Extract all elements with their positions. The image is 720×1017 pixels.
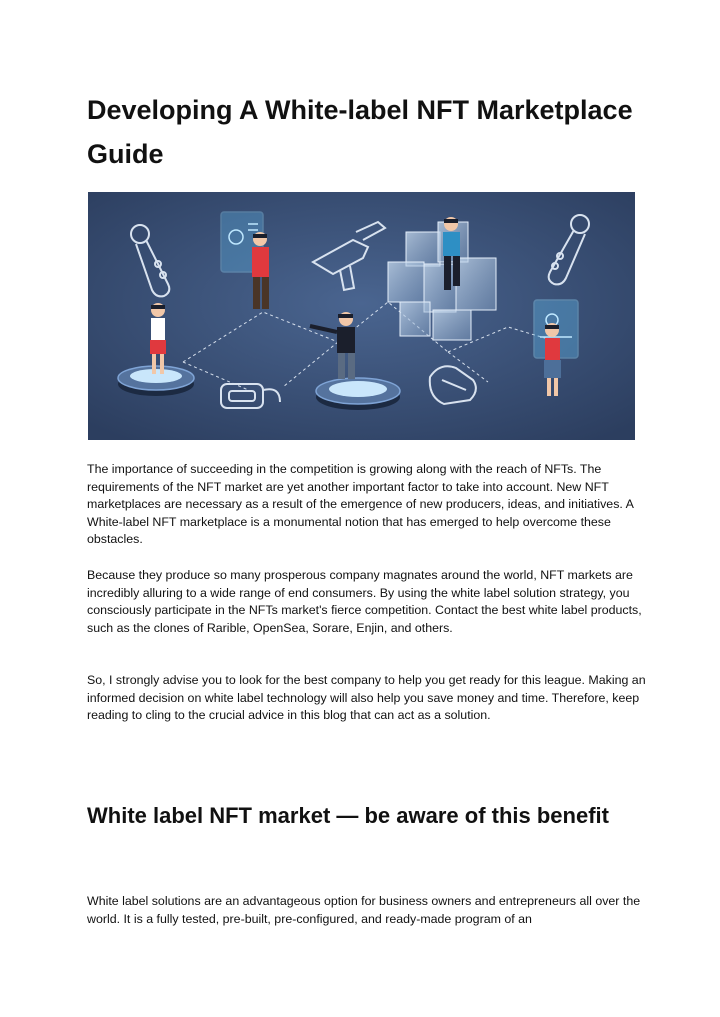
section-paragraph: White label solutions are an advantageous option for business owners and entrepreneurs all over the world. It is a fully tested, pre-built, pre-configured, and ready-made program of an xyxy=(87,894,641,926)
section-heading: White label NFT market — be aware of this benefit xyxy=(87,803,609,828)
paragraph-3: So, I strongly advise you to look for the best company to help you get ready for this league. Making an informed decision on white label technology will also help you save money and time. Therefore, keep reading to cling to the crucial advice in this blog that can act as a solution. xyxy=(87,673,646,723)
hero-illustration xyxy=(88,192,635,440)
platform-center xyxy=(316,378,400,410)
paragraph-1: The importance of succeeding in the competition is growing along with the reach of NFTs. The requirements of the NFT market are yet another important factor to take into account. New NFT marketplaces are necessary as a result of the emergence of new producers, ideas, and initiatives. A White-label NFT marketplace is a monumental notion that has emerged to help overcome these obstacles. xyxy=(87,462,634,547)
page-title: Developing A White-label NFT Marketplace Guide xyxy=(87,95,633,169)
paragraph-2: Because they produce so many prosperous company magnates around the world, NFT markets are incredibly alluring to a wide range of end consumers. By using the white label solution strategy, you consciously participate in the NFTs market's fierce competition. Contact the best white label products, such as the clones of Rarible, OpenSea, Sorare, Enjin, and others. xyxy=(87,568,642,635)
